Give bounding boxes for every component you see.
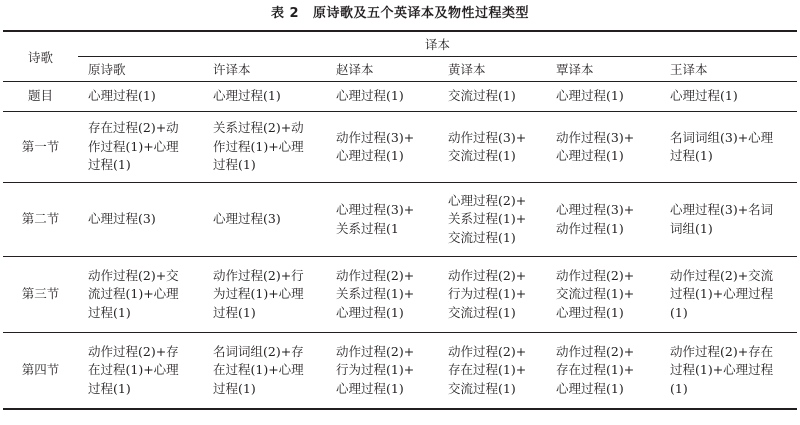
table-row [3, 183, 797, 257]
table-cell [438, 333, 546, 410]
cell-line: 心理过程(3) [88, 211, 156, 227]
cell-line: 心理过程(1) [336, 380, 404, 396]
table-cell [326, 112, 438, 183]
row-label: 第三节 [3, 257, 78, 333]
cell-line: 心理过程(3)+ [336, 202, 415, 217]
cell-line: 过程(1)+心理过程 [670, 286, 774, 302]
cell-line: 过程(1) [213, 157, 256, 173]
cell-line: 流过程(1)+心理 [88, 286, 179, 302]
cell-line: 动作过程(2)+行 [213, 267, 304, 283]
table-cell [78, 112, 203, 183]
table-cell [546, 112, 660, 183]
cell-line: 行为过程(1)+ [336, 362, 415, 378]
table-cell [203, 112, 326, 183]
cell-line: 动作过程(2)+ [448, 267, 527, 283]
process-type-table [3, 30, 797, 410]
cell-line: 交流过程(1) [448, 148, 516, 163]
table-cell [546, 257, 660, 333]
column-header: 赵译本 [326, 57, 438, 82]
cell-line: 关系过程(2)+动 [213, 120, 304, 136]
cell-line: 心理过程(1) [336, 148, 404, 163]
table-row [3, 112, 797, 183]
cell-line: 过程(1) [88, 304, 131, 320]
cell-line: 心理过程(3)+名词 [670, 202, 774, 217]
table-cell [78, 333, 203, 410]
table-cell [660, 183, 797, 257]
column-header: 覃译本 [546, 57, 660, 82]
cell-line: 为过程(1)+心理 [213, 286, 304, 302]
cell-line: 动作过程(1) [556, 220, 624, 236]
cell-line: 动作过程(2)+交 [88, 267, 179, 283]
table-cell [660, 333, 797, 410]
table-cell [326, 333, 438, 410]
cell-line: 名词词组(2)+存 [213, 343, 304, 359]
cell-line: 存在过程(1)+ [556, 362, 635, 378]
table-cell [438, 82, 546, 112]
row-label: 第四节 [3, 333, 78, 410]
cell-line: 存在过程(1)+ [448, 362, 527, 378]
translation-group-header: 译本 [78, 31, 797, 57]
cell-line: (1) [670, 304, 688, 320]
cell-line: 作过程(1)+心理 [88, 138, 179, 154]
cell-line: 动作过程(2)+存在 [670, 343, 774, 359]
cell-line: 过程(1)+心理过程 [670, 362, 774, 378]
poem-column-header: 诗歌 [3, 31, 78, 82]
cell-line: 关系过程(1)+ [336, 286, 415, 302]
cell-line: 心理过程(1) [556, 304, 624, 320]
column-header: 许译本 [203, 57, 326, 82]
cell-line: 动作过程(2)+ [336, 267, 415, 283]
table-row [3, 333, 797, 410]
cell-line: (1) [670, 380, 688, 396]
table-cell [78, 257, 203, 333]
column-header: 黄译本 [438, 57, 546, 82]
row-label: 题目 [3, 82, 78, 112]
cell-line: 关系过程(1 [336, 220, 399, 236]
cell-line: 行为过程(1)+ [448, 286, 527, 302]
cell-line: 交流过程(1) [448, 229, 516, 245]
table-cell [438, 112, 546, 183]
table-cell [546, 333, 660, 410]
cell-line: 过程(1) [670, 148, 713, 163]
table-cell [203, 183, 326, 257]
cell-line: 动作过程(3)+ [336, 129, 415, 145]
cell-line: 词组(1) [670, 220, 713, 236]
cell-line: 过程(1) [213, 304, 256, 320]
cell-line: 动作过程(3)+ [556, 129, 635, 145]
table-cell [326, 183, 438, 257]
table-cell [546, 82, 660, 112]
table-caption [0, 6, 800, 22]
cell-line: 交流过程(1) [448, 88, 516, 104]
subheader-row [3, 57, 797, 82]
cell-line: 交流过程(1) [448, 380, 516, 396]
column-header: 王译本 [660, 57, 797, 82]
cell-line: 动作过程(2)+ [448, 343, 527, 359]
cell-line: 心理过程(1) [556, 380, 624, 396]
cell-line: 交流过程(1) [448, 304, 516, 320]
cell-line: 动作过程(3)+ [448, 129, 527, 145]
table-cell [660, 82, 797, 112]
column-header: 原诗歌 [78, 57, 203, 82]
table-cell [78, 183, 203, 257]
cell-line: 心理过程(1) [88, 88, 156, 104]
cell-line: 心理过程(3)+ [556, 202, 635, 217]
table-cell [326, 257, 438, 333]
row-label: 第二节 [3, 183, 78, 257]
table-cell [438, 257, 546, 333]
cell-line: 心理过程(1) [670, 88, 738, 104]
table-cell [203, 333, 326, 410]
cell-line: 动作过程(2)+存 [88, 343, 179, 359]
table-row [3, 82, 797, 112]
row-label: 第一节 [3, 112, 78, 183]
cell-line: 在过程(1)+心理 [213, 362, 304, 378]
cell-line: 心理过程(1) [336, 88, 404, 104]
cell-line: 存在过程(2)+动 [88, 120, 179, 136]
cell-line: 作过程(1)+心理 [213, 138, 304, 154]
table-cell [78, 82, 203, 112]
cell-line: 动作过程(2)+交流 [670, 267, 774, 283]
cell-line: 心理过程(3) [213, 211, 281, 227]
table-title: 原诗歌及五个英译本及物性过程类型 [313, 6, 530, 21]
table-cell [660, 112, 797, 183]
table-cell [326, 82, 438, 112]
table-number: 表 2 [270, 6, 300, 21]
cell-line: 心理过程(1) [213, 88, 281, 104]
table-cell [660, 257, 797, 333]
cell-line: 过程(1) [88, 380, 131, 396]
table-cell [203, 82, 326, 112]
cell-line: 心理过程(2)+ [448, 192, 527, 208]
cell-line: 交流过程(1)+ [556, 286, 635, 302]
cell-line: 关系过程(1)+ [448, 211, 527, 227]
cell-line: 心理过程(1) [556, 88, 624, 104]
cell-line: 在过程(1)+心理 [88, 362, 179, 378]
cell-line: 动作过程(2)+ [556, 343, 635, 359]
cell-line: 心理过程(1) [556, 148, 624, 163]
table-cell [203, 257, 326, 333]
table-cell [546, 183, 660, 257]
table-body [3, 82, 797, 410]
table-cell [438, 183, 546, 257]
cell-line: 动作过程(2)+ [556, 267, 635, 283]
cell-line: 名词词组(3)+心理 [670, 129, 774, 145]
table-header [3, 31, 797, 82]
cell-line: 动作过程(2)+ [336, 343, 415, 359]
cell-line: 过程(1) [213, 380, 256, 396]
cell-line: 过程(1) [88, 157, 131, 173]
cell-line: 心理过程(1) [336, 304, 404, 320]
table-row [3, 257, 797, 333]
